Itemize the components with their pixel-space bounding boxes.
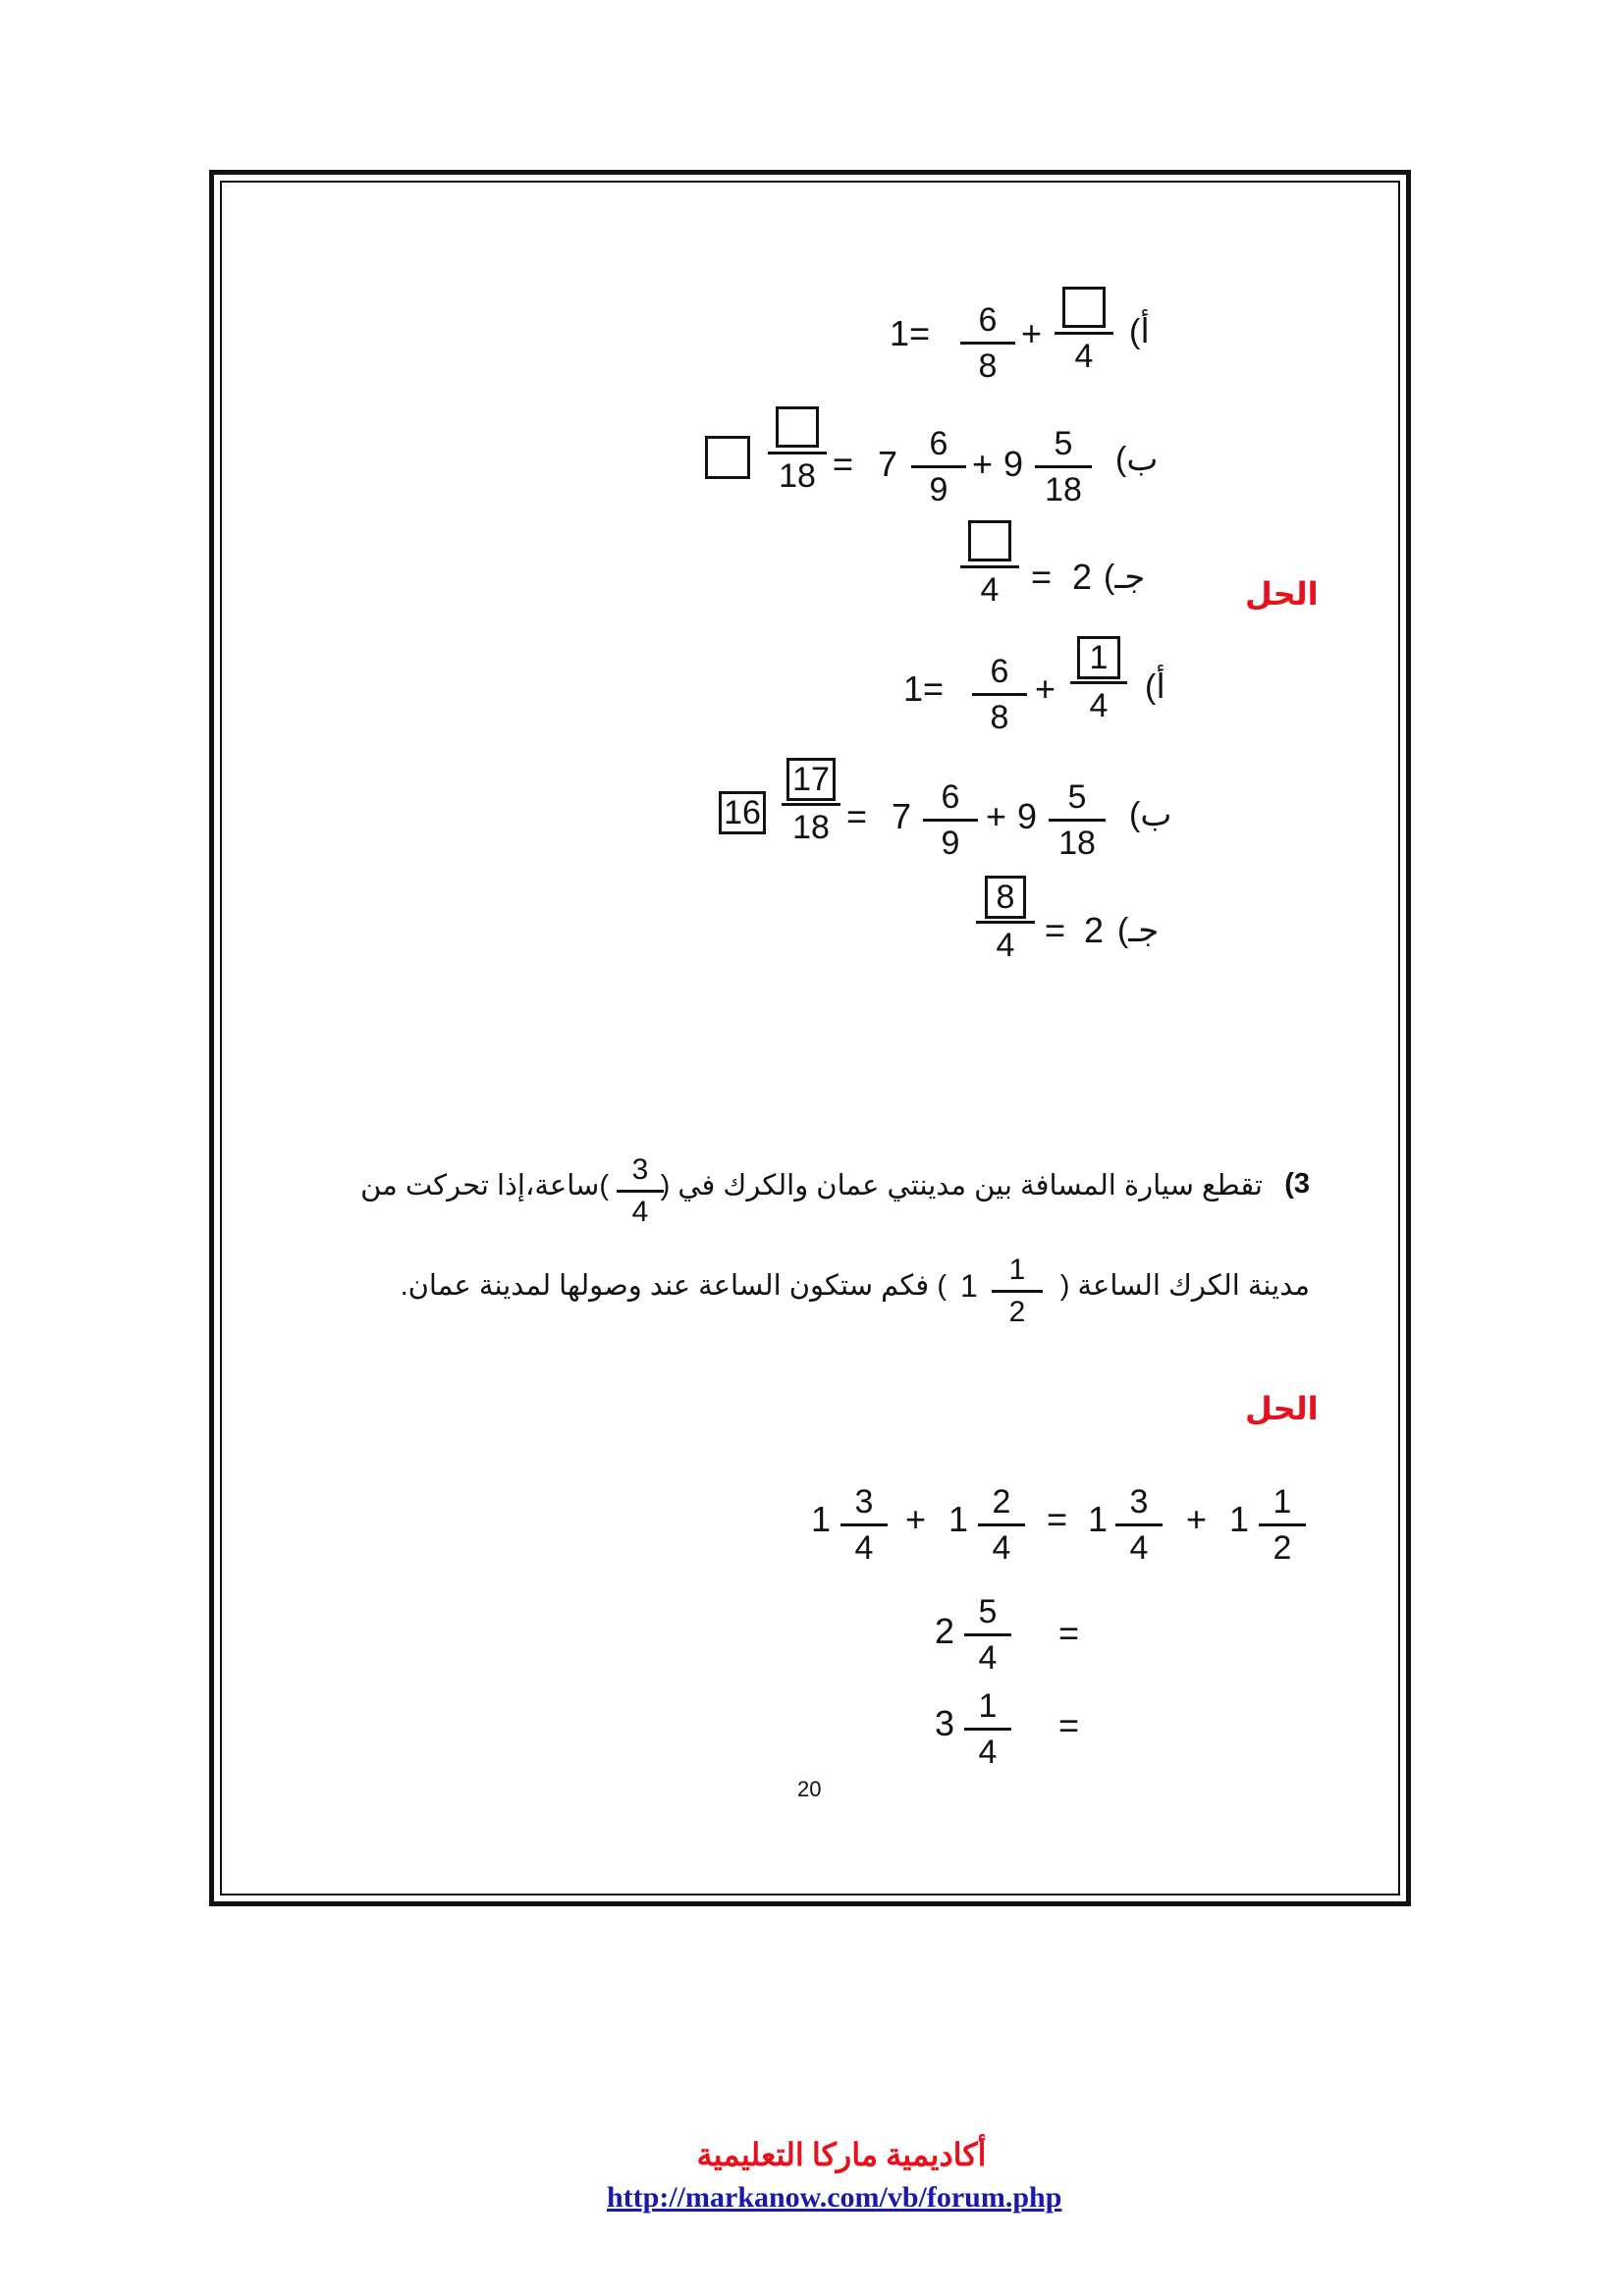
- plus-sign: +: [1186, 1499, 1208, 1539]
- fraction-8-4: $\frac{8}{4}$: [976, 876, 1035, 965]
- problem-line1-part2: )ساعة،إذا تحركت من: [360, 1170, 609, 1201]
- whole-1: 1: [960, 1268, 978, 1304]
- blank-numerator-box[interactable]: [1062, 287, 1106, 328]
- whole-1: 1: [1229, 1499, 1250, 1539]
- fraction-3-4: 3 4: [617, 1152, 664, 1230]
- answer-numerator-box: 17: [786, 758, 836, 801]
- solution-a-label: أ): [1145, 668, 1165, 706]
- academy-name: أكاديمية ماركا التعليمية: [696, 2137, 987, 2172]
- fraction-3-4: 3 4: [1115, 1482, 1163, 1568]
- fraction-blank-over-4: 4: [960, 520, 1019, 610]
- fraction-1-2: 1 2: [992, 1253, 1043, 1330]
- item-c-label: جـ): [1104, 559, 1146, 596]
- problem-line2-part1: مدينة الكرك الساعة (: [1059, 1270, 1310, 1302]
- whole-3: 3: [935, 1703, 955, 1743]
- fraction-6-9: 6 9: [923, 777, 978, 863]
- solution-c-label: جـ): [1117, 912, 1160, 949]
- answer-numerator-box: 1: [1077, 636, 1120, 679]
- equals-sign: =: [833, 444, 854, 484]
- fraction-6-8: 6 8: [972, 652, 1027, 737]
- fraction-blank-over-4: 4: [1055, 287, 1113, 376]
- equals-sign: =: [846, 796, 868, 836]
- equals-sign: =: [1047, 1499, 1068, 1539]
- fraction-1-2: 1 2: [1259, 1482, 1306, 1568]
- fraction-blank-over-18: 18: [768, 406, 827, 496]
- answer-whole-box: 16: [719, 791, 766, 834]
- forum-link[interactable]: http://markanow.com/vb/forum.php: [607, 2181, 1062, 2214]
- blank-whole-box[interactable]: [705, 436, 750, 479]
- whole-9: 9: [1003, 444, 1024, 484]
- blank-numerator-box[interactable]: [776, 406, 819, 448]
- whole-2: 2: [1084, 910, 1105, 950]
- equals-sign: =: [1031, 557, 1053, 597]
- whole-7: 7: [878, 444, 898, 484]
- fraction-2-4: 2 4: [978, 1482, 1025, 1568]
- fraction-5-18: 5 18: [1049, 777, 1106, 863]
- whole-1: 1: [948, 1499, 969, 1539]
- answer-numerator-box: 8: [985, 876, 1026, 919]
- fraction-6-9: 6 9: [911, 424, 966, 509]
- equals-1: 1=: [890, 313, 931, 353]
- problem-line2-part2: ) فكم ستكون الساعة عند وصولها لمدينة عمان.: [400, 1270, 947, 1302]
- page-number: 20: [797, 1777, 822, 1801]
- plus-sign: +: [972, 444, 994, 484]
- whole-2: 2: [935, 1611, 955, 1651]
- whole-1: 1: [1088, 1499, 1109, 1539]
- whole-1: 1: [811, 1499, 832, 1539]
- fraction-5-4: 5 4: [964, 1592, 1011, 1678]
- solution-heading: الحل: [1245, 576, 1319, 612]
- plus-sign: +: [905, 1499, 927, 1539]
- fraction-1-4: $\frac{1}{4}$: [1070, 636, 1127, 725]
- whole-9: 9: [1017, 796, 1038, 836]
- fraction-17-18: $\frac{17}{18}$: [782, 758, 840, 847]
- blank-numerator-box[interactable]: [968, 520, 1011, 561]
- item-b-label: ب): [1115, 441, 1159, 478]
- solution-heading: الحل: [1245, 1391, 1319, 1426]
- fraction-3-4: 3 4: [840, 1482, 888, 1568]
- equals-sign: =: [1045, 910, 1066, 950]
- plus-sign: +: [1021, 313, 1043, 353]
- whole-7: 7: [892, 796, 912, 836]
- plus-sign: +: [986, 796, 1007, 836]
- equals-sign: =: [1058, 1705, 1080, 1745]
- equals-sign: =: [1058, 1613, 1080, 1653]
- solution-b-label: ب): [1129, 796, 1172, 833]
- problem-line1-part1: تقطع سيارة المسافة بين مدينتي عمان والكرك في (: [660, 1170, 1263, 1201]
- equals-1: 1=: [903, 668, 945, 709]
- fraction-1-4: 1 4: [964, 1686, 1011, 1772]
- problem-number: 3): [1284, 1168, 1310, 1200]
- fraction-6-8: 6 8: [960, 300, 1015, 386]
- plus-sign: +: [1035, 668, 1056, 709]
- fraction-5-18: 5 18: [1035, 424, 1092, 509]
- whole-2: 2: [1072, 557, 1093, 597]
- item-a-label: أ): [1129, 313, 1150, 350]
